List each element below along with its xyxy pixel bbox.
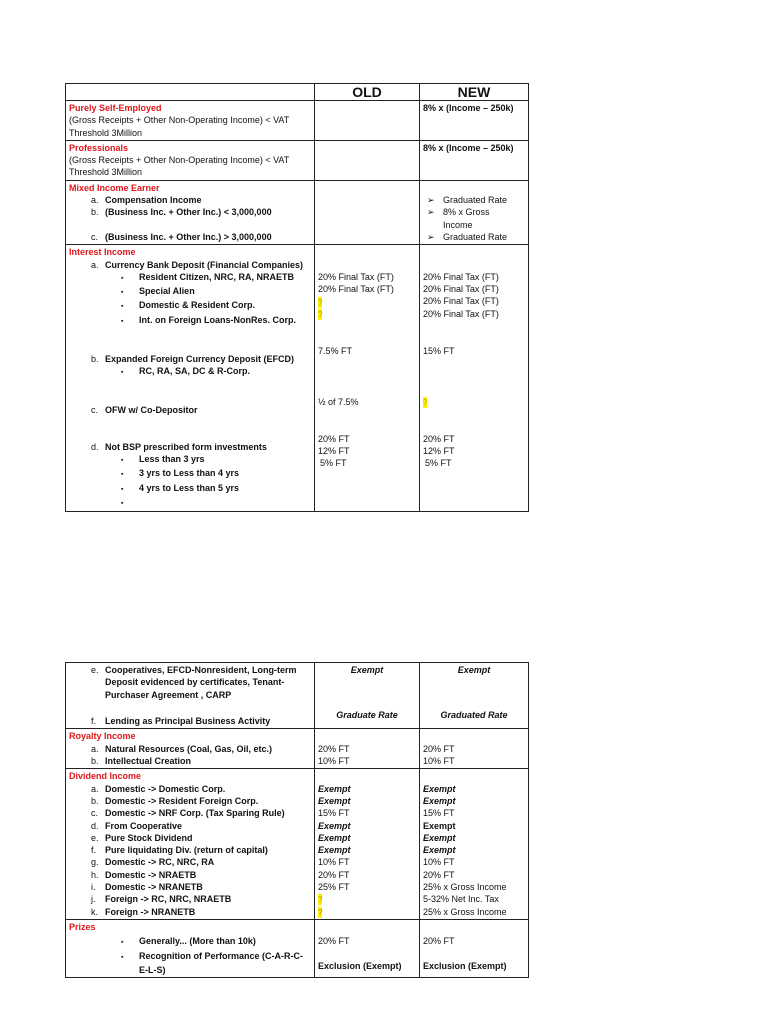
row-interest-income	[66, 245, 529, 512]
new-value: 25% x Gross Income	[423, 882, 507, 893]
row-prizes	[66, 919, 529, 977]
new-value: Exempt	[423, 820, 456, 831]
list-item: d. From Cooperative	[91, 820, 183, 831]
arrow-bullet-icon: ➢	[427, 231, 435, 242]
list-item: h. Domestic -> NRAETB	[91, 869, 197, 880]
list-item-cont: Deposit evidenced by certificates, Tenant-	[105, 677, 285, 688]
old-value: 15% FT	[318, 808, 350, 819]
new-value: 20% Final Tax (FT)	[423, 284, 499, 295]
section-title: Professionals	[69, 142, 129, 153]
desc-line: (Gross Receipts + Other Non-Operating Income) < VAT	[69, 115, 290, 126]
arrow-bullet-icon: ➢	[427, 207, 435, 218]
sub-item: ▪ RC, RA, SA, DC & R-Corp.	[69, 365, 311, 379]
new-value: 8% x (Income – 250k)	[423, 142, 514, 153]
sub-item: ▪ Domestic & Resident Corp.	[69, 299, 311, 313]
square-bullet-icon: ▪	[121, 485, 124, 493]
list-item: b. Expanded Foreign Currency Deposit (EFCD)	[91, 353, 295, 364]
new-value: 8% x Gross	[443, 207, 490, 218]
new-value: 15% FT	[423, 345, 455, 356]
unknown-highlight: ?	[423, 397, 428, 407]
new-value: 15% FT	[423, 808, 455, 819]
square-bullet-icon: ▪	[121, 457, 124, 465]
new-value: 10% FT	[423, 857, 455, 868]
new-value: 20% Final Tax (FT)	[423, 296, 499, 307]
square-bullet-icon: ▪	[121, 317, 124, 325]
new-value: 8% x (Income – 250k)	[423, 103, 514, 113]
new-value: Exempt	[457, 665, 491, 675]
list-item: b. (Business Inc. + Other Inc.) < 3,000,000	[91, 207, 272, 218]
list-item: b. Domestic -> Resident Foreign Corp.	[91, 795, 259, 806]
list-item: g. Domestic -> RC, NRC, RA	[91, 857, 215, 868]
square-bullet-icon: ▪	[121, 303, 124, 311]
sub-item: ▪ Recognition of Performance (C-A-R-C-	[69, 950, 311, 964]
old-value: Exempt	[318, 795, 351, 806]
old-value: Exempt	[318, 820, 351, 831]
unknown-highlight: ?	[318, 309, 323, 319]
new-value: 20% Final Tax (FT)	[423, 308, 499, 319]
list-item: f. Pure liquidating Div. (return of capital)	[91, 845, 268, 856]
desc-line: Threshold 3Million	[69, 127, 143, 138]
list-item: f. Lending as Principal Business Activity	[91, 716, 271, 727]
new-value: 25% x Gross Income	[423, 906, 507, 917]
section-title: Prizes	[69, 921, 96, 932]
section-title: Mixed Income Earner	[69, 182, 160, 193]
old-value: 20% FT	[318, 869, 350, 880]
sub-item: ▪ Special Alien	[69, 285, 311, 299]
new-value: Graduated Rate	[440, 710, 508, 721]
row-exempt-graduated	[66, 663, 529, 729]
arrow-bullet-icon: ➢	[427, 195, 435, 206]
list-item: a. Domestic -> Domestic Corp.	[91, 783, 226, 794]
new-value: 10% FT	[423, 756, 455, 767]
old-value: 7.5% FT	[318, 345, 353, 356]
list-item: a. Currency Bank Deposit (Financial Companies)	[91, 259, 304, 270]
new-value: 20% Final Tax (FT)	[423, 271, 499, 282]
new-value: 5% FT	[425, 458, 452, 469]
old-value: ½ of 7.5%	[318, 396, 359, 407]
list-item: i. Domestic -> NRANETB	[91, 882, 203, 893]
new-value: 20% FT	[423, 743, 455, 754]
square-bullet-icon: ▪	[121, 274, 124, 282]
header-row	[66, 84, 529, 101]
old-value: 12% FT	[318, 446, 350, 457]
old-value: Graduate Rate	[336, 710, 398, 721]
section-title: Interest Income	[69, 247, 136, 258]
new-value: Exempt	[423, 845, 456, 856]
old-value: 20% FT	[318, 936, 350, 947]
square-bullet-icon: ▪	[121, 368, 124, 376]
sub-item: ▪ Resident Citizen, NRC, RA, NRAETB	[69, 271, 311, 285]
old-value: 20% FT	[318, 433, 350, 444]
new-value: 20% FT	[423, 869, 455, 880]
old-value: 5% FT	[320, 458, 347, 469]
sub-item: ▪ 4 yrs to Less than 5 yrs	[69, 482, 311, 496]
new-value: Exempt	[423, 783, 456, 794]
unknown-highlight: ?	[318, 895, 323, 905]
row-dividend-income	[66, 769, 529, 920]
old-value: 10% FT	[318, 857, 350, 868]
old-value: 20% Final Tax (FT)	[318, 271, 394, 282]
row-professionals	[66, 140, 529, 180]
old-value: Exclusion (Exempt)	[318, 960, 402, 971]
new-value: 20% FT	[423, 433, 455, 444]
desc-line: (Gross Receipts + Other Non-Operating Income) < VAT	[69, 155, 290, 166]
list-item: c. Domestic -> NRF Corp. (Tax Sparing Rule)	[91, 808, 285, 819]
tax-table-2	[65, 662, 529, 978]
list-item: k. Foreign -> NRANETB	[91, 906, 196, 917]
unknown-highlight: ?	[318, 297, 323, 307]
list-item: b. Intellectual Creation	[91, 756, 192, 767]
new-value: 20% FT	[423, 936, 455, 947]
section-title: Dividend Income	[69, 771, 142, 782]
sub-item-cont: E-L-S)	[139, 964, 166, 975]
row-royalty-income	[66, 729, 529, 769]
new-value: 5-32% Net Inc. Tax	[423, 894, 499, 905]
old-value: 20% Final Tax (FT)	[318, 284, 394, 295]
new-value: Exempt	[423, 832, 456, 843]
new-value: 12% FT	[423, 446, 455, 457]
header-new: NEW	[420, 84, 529, 101]
header-old: OLD	[315, 84, 420, 101]
section-title: Royalty Income	[69, 731, 136, 742]
square-bullet-icon: ▪	[121, 939, 124, 947]
square-bullet-icon: ▪	[121, 499, 124, 507]
header-blank	[66, 84, 315, 101]
list-item-cont: Purchaser Agreement , CARP	[105, 689, 232, 700]
new-value: Income	[443, 219, 473, 230]
sub-item: ▪ 3 yrs to Less than 4 yrs	[69, 467, 311, 481]
list-item: j. Foreign -> RC, NRC, NRAETB	[91, 894, 232, 905]
new-value: Graduated Rate	[443, 195, 508, 206]
old-value: Exempt	[318, 845, 351, 856]
new-value: Exempt	[423, 795, 456, 806]
sub-item	[69, 496, 311, 510]
square-bullet-icon: ▪	[121, 953, 124, 961]
row-mixed-income	[66, 180, 529, 244]
tax-table-1	[65, 83, 529, 512]
desc-line: Threshold 3Million	[69, 167, 143, 178]
old-value: 10% FT	[318, 756, 350, 767]
square-bullet-icon: ▪	[121, 471, 124, 479]
section-title: Purely Self-Employed	[69, 103, 162, 113]
list-item: e. Cooperatives, EFCD-Nonresident, Long-term	[91, 665, 297, 675]
old-value: Exempt	[318, 783, 351, 794]
old-value: 20% FT	[318, 743, 350, 754]
new-value: Graduated Rate	[443, 231, 508, 242]
old-value: 25% FT	[318, 882, 350, 893]
list-item: a. Natural Resources (Coal, Gas, Oil, etc.)	[91, 743, 273, 754]
sub-item: ▪ Less than 3 yrs	[69, 453, 311, 467]
list-item: c. OFW w/ Co-Depositor	[91, 404, 198, 415]
square-bullet-icon: ▪	[121, 289, 124, 297]
unknown-highlight: ?	[318, 907, 323, 917]
sub-item: ▪ Generally... (More than 10k)	[69, 935, 311, 949]
list-item: c. (Business Inc. + Other Inc.) > 3,000,000	[91, 231, 272, 242]
list-item: d. Not BSP prescribed form investments	[91, 441, 267, 452]
old-value: Exempt	[318, 832, 351, 843]
old-value: Exempt	[350, 665, 384, 675]
new-value: Exclusion (Exempt)	[423, 960, 507, 971]
list-item: e. Pure Stock Dividend	[91, 832, 193, 843]
row-purely-self-employed	[66, 101, 529, 141]
sub-item: ▪ Int. on Foreign Loans-NonRes. Corp.	[69, 314, 311, 328]
list-item: a. Compensation Income	[91, 195, 202, 206]
